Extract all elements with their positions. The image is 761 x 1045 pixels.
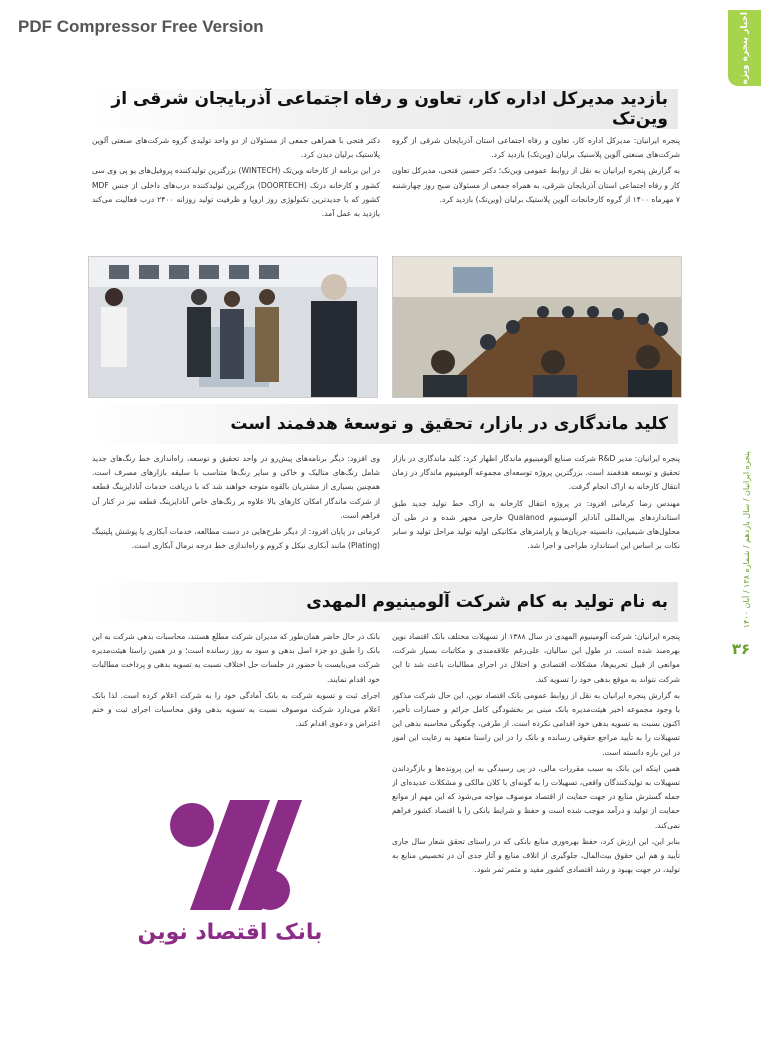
headline-3-title: به نام تولید به کام شرکت آلومینیوم المهدی [306, 592, 668, 612]
section3-column-right [392, 630, 680, 970]
paragraph: پنجره ایرانیان: شرکت آلومینیوم المهدی در سال ۱۳۸۸ از تسهیلات مختلف بانک اقتصاد نوین بهره‌مند شده است. در طول این سالیان، علی‌رغم علاقه‌مندی و مکاتبات بسیار شرکت، موانعی از قبیل تحریم‌ها، مشکلات اقتصادی و اختلال در اجرای مطالبات باعث شد تا این شرکت نتواند به موقع بدهی خود را تسویه کند. [392, 632, 680, 684]
section-side-tab [728, 10, 761, 86]
paragraph: مهندس رضا کرمانی افزود: در پروژه انتقال کارخانه به اراک خط تولید جدید طبق استانداردهای بین‌المللی آنادایز آلومینیوم Qualanod خارجی مجهز شده و در طی آن محلول‌های شیمیایی، دانسیته جریان‌ها و پارامترهای مکانیکی اولیه تولید مراحل تولید و سایر نکات بر اساس این استاندارد طراحی و اجرا شد. [392, 498, 680, 551]
headline-1-title: بازدید مدیرکل اداره کار، تعاون و رفاه اجتماعی آذربایجان شرقی از وین‌تک [111, 89, 668, 129]
paragraph: پنجره ایرانیان: مدیر R&D شرکت صنایع آلومینیوم ماندگار اظهار کرد: کلید ماندگاری در بازار تحقیق و توسعه هدفمند است. بزرگترین پروژه توسعه‌ای مجموعه آلومینیوم ماندگار در زمان انتقال کارخانه به اراک انجام گرفت. [392, 454, 680, 492]
paragraph: وی افزود: دیگر برنامه‌های پیش‌رو در واحد تحقیق و توسعه، راه‌اندازی خط رنگ‌های جدید شامل رنگ‌های متالیک و خاکی و سایر رنگ‌ها متناسب با سلیقه بازارهای مصرف است. همچنین بسیاری از مشتریان بالقوه متوجه خواهند شد که با دریافت خدمات آنادایزینگ قطعه از شرکت ماندگار امکان کارهای بالا علاوه بر رنگ‌های خاص آنادایزینگ قطعه نیز در کنار آن فراهم است. [92, 454, 380, 520]
side-tab-label: اخبار پنجره ویژه [739, 11, 750, 85]
watermark-text: PDF Compressor Free Version [18, 17, 264, 36]
page-number: ۳۶ [731, 640, 751, 658]
section2-column-left [92, 452, 380, 574]
section1-column-left [92, 134, 380, 252]
paragraph: پنجره ایرانیان: مدیرکل اداره کار، تعاون و رفاه اجتماعی استان آذربایجان شرقی از گروه شرکت‌های صنعتی آلوین پلاستیک برلیان (وین‌تک) بازدید کرد. [392, 136, 680, 160]
section3-column-left [92, 630, 380, 772]
section1-column-right [392, 134, 680, 252]
paragraph: همین اینکه این بانک به سبب مقررات مالی، در پی رسیدگی به این پرونده‌ها و بازگرداندن تسهیلات به تولیدکنندگان واقعی، تسهیلات را به گونه‌ای با کلان مالکی و مشکلات عدیده‌ای از جمله گسترش منابع در جهت حمایت از اقتصاد موصوف مواجه می‌شود که این مهم از موانع حمایت از تولید و درآمد موجب شده است و حفظ و شرایط بانکی را با اقتصاد کشور فراهم نمی‌کند. [392, 763, 680, 830]
paragraph: به گزارش پنجره ایرانیان به نقل از روابط عمومی بانک اقتصاد نوین، این حال شرکت مذکور با وجود مجموعه اخیر هیئت‌مدیره بانک مبنی بر بخشودگی کامل جرائم و خسارات تأخیر، اکنون نسبت به تسویه بدهی خود اقدامی نکرده است. از طرفی، چگونگی محاسبه بدهی این تسهیلات را به تأیید مراجع حقوقی رسانده و بانک را در این راستا متعهد به رعایت این امور در این باره دانسته است. [392, 690, 680, 757]
paragraph: دکتر فتحی با همراهی جمعی از مسئولان از دو واحد تولیدی گروه شرکت‌های صنعتی آلوین پلاستیک برلیان دیدن کرد. [92, 136, 380, 160]
paragraph: کرمانی در پایان افزود: از دیگر طرح‌هایی در دست مطالعه، خدمات آبکاری یا پوشش پلیتینگ (Plating) مانند آبکاری نیکل و کروم و راه‌اندازی خط درجه نرمال آبکاری است. [92, 527, 380, 551]
paragraph: بنابر این، این ارزش کرد، حفظ بهره‌وری منابع بانکی که در راستای تحقق شعار سال جاری تأیید و هم این حقوق بیت‌المال، جلوگیری از اتلاف منابع و آثار جدی آن در تخصیص منابع به تولید، در جهت بهبود و رشد اقتصادی کشور مفید و مثمر ثمر شود. [392, 836, 680, 875]
photo-meeting-room [392, 256, 682, 398]
paragraph: بانک در حال حاضر همان‌طور که مدیران شرکت مطلع هستند، محاسبات بدهی شرکت به این بانک را طبق دو جزء اصل بدهی و سود به روز رسانده است؛ و در همین راستا هیئت‌مدیره شرکت می‌بایست با حضور در جلسات حل اختلاف نسبت به تسویه بدهی و پرداخت مطالبات خود اقدام نمایند. [92, 632, 380, 684]
paragraph: به گزارش پنجره ایرانیان به نقل از روابط عمومی وین‌تک؛ دکتر حسین فتحی، مدیرکل تعاون کار و رفاه اجتماعی استان آذربایجان شرقی، به همراه جمعی از مسئولان صبح روز چهارشنبه ۷ مهرماه ۱۴۰۰ از گروه کارخانجات آلوین پلاستیک برلیان (وین‌تک) بازدید کرد. [392, 166, 680, 204]
headline-3 [88, 582, 678, 622]
headline-2-title: کلید ماندگاری در بازار، تحقیق و توسعهٔ هدفمند است [230, 414, 668, 434]
side-strip-label: پنجره ایرانیان / سال یازدهم / شماره ۱۳۸ / آبان ۱۴۰۰ [741, 451, 751, 629]
bank-logo-text: بانک اقتصاد نوین [137, 920, 323, 945]
photo-visit-group [88, 256, 378, 398]
headline-1 [88, 89, 678, 129]
paragraph: اجرای ثبت و تسویه شرکت به بانک آمادگی خود را به شرکت اعلام کرده است. لذا بانک اعلام می‌دارد شرکت موصوف نسبت به تسویه بدهی وفق محاسبات اجرای ثبت و ختم اعتراض و دعوی اقدام کند. [92, 690, 380, 729]
headline-2 [88, 404, 678, 444]
section2-column-right [392, 452, 680, 574]
side-strip [735, 440, 757, 640]
paragraph: در این برنامه از کارخانه وین‌تک (WINTECH) بزرگترین تولیدکننده پروفیل‌های یو پی وی سی کشور و کارخانه درتک (DOORTECH) بزرگترین تولیدکننده درب‌های داخلی از جنس MDF کشور که با جدیدترین تکنولوژی روز اروپا و ظرفیت تولید روزانه ۲۴۰۰ درب فعالیت می‌کند بازدید به عمل آمد. [92, 166, 380, 219]
